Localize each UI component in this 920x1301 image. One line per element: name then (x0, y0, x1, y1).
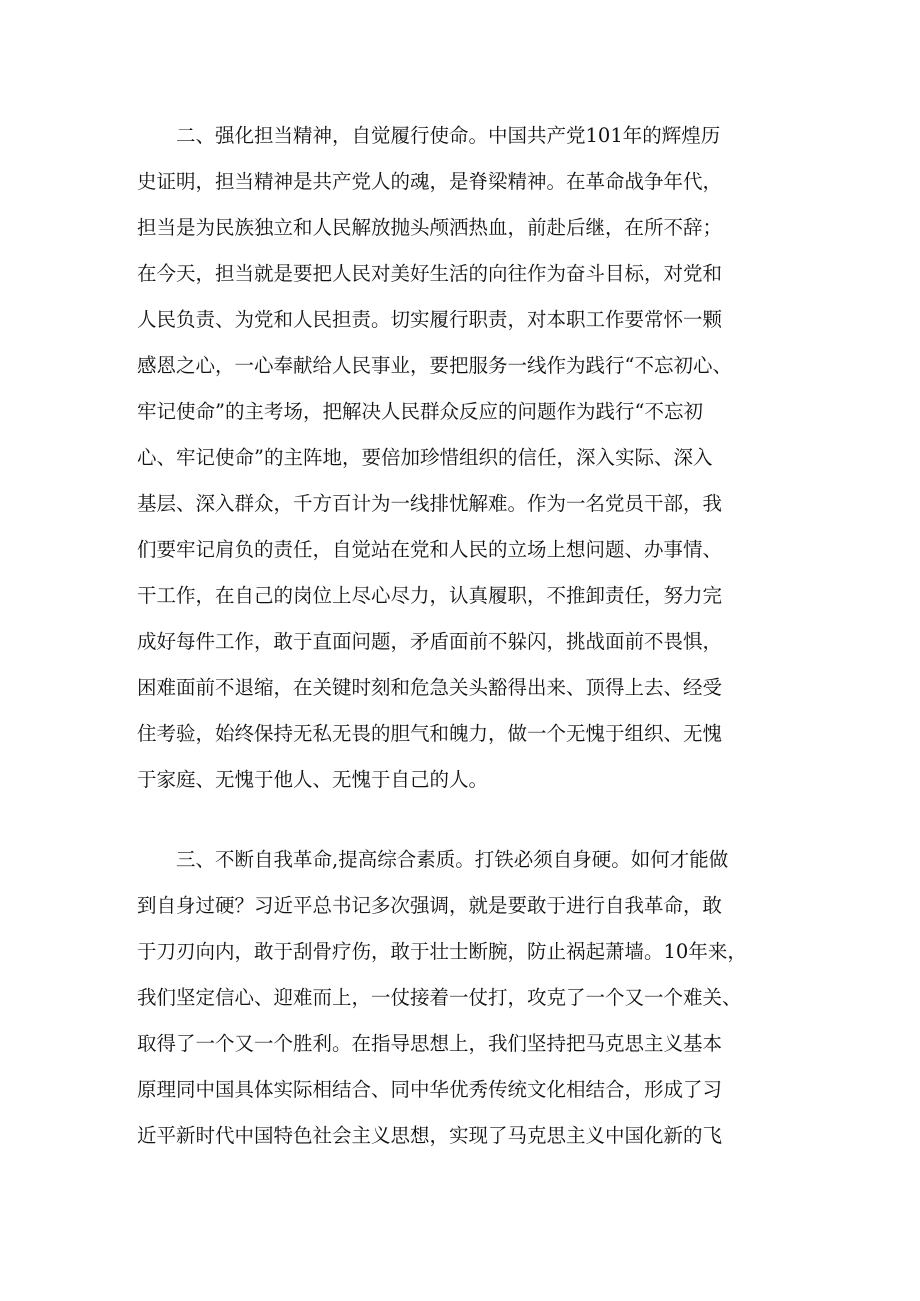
text-line: 史证明，担当精神是共产党人的魂，是脊梁精神。在革命战争年代， (137, 170, 723, 193)
text-line: 近平新时代中国特色社会主义思想，实现了马克思主义中国化新的飞 (137, 1124, 723, 1147)
text-line: 人民负责、为党和人民担责。切实履行职责，对本职工作要常怀一颗 (137, 308, 723, 331)
text-line: 困难面前不退缩，在关键时刻和危急关头豁得出来、顶得上去、经受 (137, 676, 723, 699)
text-line: 在今天，担当就是要把人民对美好生活的向往作为奋斗目标，对党和 (137, 262, 723, 285)
paragraph-2-responsibility (137, 113, 797, 803)
text-line: 到自身过硬？习近平总书记多次强调，就是要敢于进行自我革命，敢 (137, 894, 723, 917)
text-line: 成好每件工作，敢于直面问题，矛盾面前不躲闪，挑战面前不畏惧， (137, 630, 723, 653)
paragraph-3-self-revolution (137, 837, 797, 1159)
text-line: 担当是为民族独立和人民解放抛头颅洒热血，前赴后继，在所不辞； (137, 216, 723, 239)
text-line: 于家庭、无愧于他人、无愧于自己的人。 (137, 768, 489, 791)
text-line: 感恩之心，一心奉献给人民事业，要把服务一线作为践行“不忘初心、 (137, 354, 732, 377)
text-line: 住考验，始终保持无私无畏的胆气和魄力，做一个无愧于组织、无愧 (137, 722, 723, 745)
text-line: 三、不断自我革命,提高综合素质。打铁必须自身硬。如何才能做 (137, 848, 729, 871)
text-line: 原理同中国具体实际相结合、同中华优秀传统文化相结合，形成了习 (137, 1078, 723, 1101)
text-line: 牢记使命”的主考场，把解决人民群众反应的问题作为践行“不忘初 (137, 400, 703, 423)
text-line: 我们坚定信心、迎难而上，一仗接着一仗打，攻克了一个又一个难关、 (137, 986, 742, 1009)
text-line: 取得了一个又一个胜利。在指导思想上，我们坚持把马克思主义基本 (137, 1032, 723, 1055)
text-line: 干工作，在自己的岗位上尽心尽力，认真履职，不推卸责任，努力完 (137, 584, 723, 607)
text-line: 二、强化担当精神，自觉履行使命。中国共产党101年的辉煌历 (137, 124, 721, 147)
text-line: 于刀刃向内，敢于刮骨疗伤，敢于壮士断腕，防止祸起萧墙。10年来， (137, 940, 747, 963)
text-line: 心、牢记使命”的主阵地，要倍加珍惜组织的信任，深入实际、深入 (137, 446, 713, 469)
text-line: 基层、深入群众，千方百计为一线排忧解难。作为一名党员干部，我 (137, 492, 723, 515)
text-line: 们要牢记肩负的责任，自觉站在党和人民的立场上想问题、办事情、 (137, 538, 723, 561)
